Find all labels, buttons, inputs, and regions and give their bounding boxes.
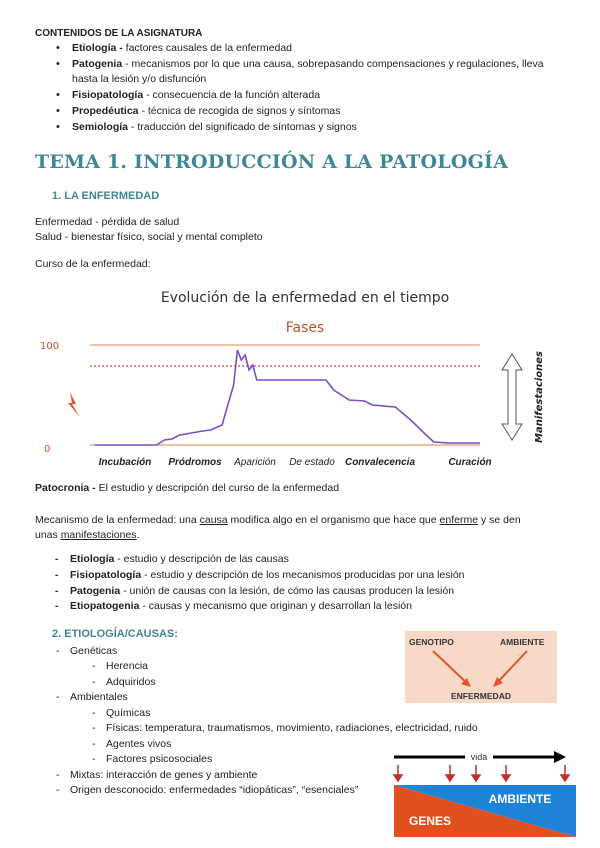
arrow-down-icon — [394, 765, 569, 781]
text-line: unas manifestaciones. — [35, 529, 140, 541]
list-item: - Agentes vivos — [106, 738, 171, 750]
list-item: - Patogenia - unión de causas con la lesión, de cómo las causas producen la lesión — [70, 585, 454, 597]
y-tick-label: 100 — [40, 341, 60, 352]
phase-label: Aparición — [234, 457, 276, 468]
list-item-cont: hasta la lesión y/o disfunción — [72, 73, 207, 85]
ambiente-label: AMBIENTE — [488, 792, 552, 806]
phase-label: Incubación — [98, 457, 152, 468]
lightning-icon — [68, 392, 80, 417]
genotype-environment-diagram — [405, 631, 557, 703]
genes-label: GENES — [408, 814, 452, 828]
list-item: - Ambientales — [70, 691, 128, 703]
list-item: - Físicas: temperatura, traumatismos, movimiento, radiaciones, electricidad, ruido — [106, 722, 478, 734]
enfermedad-label: ENFERMEDAD — [451, 691, 511, 701]
list-item: • Patogenia - mecanismos por lo que una causa, sobrepasando compensaciones y regulaciones, lleva — [72, 58, 544, 70]
phase-label: Curación — [448, 457, 492, 468]
chart-subtitle: Fases — [285, 320, 325, 336]
list-item: - Adquiridos — [106, 676, 156, 688]
arrow-head — [554, 751, 566, 763]
list-item: - Mixtas: interacción de genes y ambiente — [70, 769, 257, 781]
chart-title: Evolución de la enfermedad en el tiempo — [160, 290, 450, 306]
phase-label: De estado — [289, 457, 335, 468]
vida-label: vida — [470, 752, 488, 762]
list-item: - Químicas — [106, 707, 150, 719]
genotipo-label: GENOTIPO — [409, 637, 454, 647]
side-label: Manifestaciones — [534, 351, 545, 443]
text-line: Curso de la enfermedad: — [35, 258, 151, 270]
phase-label: Pródromos — [168, 457, 222, 468]
disease-course-chart — [30, 282, 570, 472]
ambiente-label: AMBIENTE — [500, 637, 545, 647]
list-item: - Origen desconocido: enfermedades “idiopáticas”, “esenciales” — [70, 784, 358, 796]
list-item: • Semiología - traducción del significado de síntomas y signos — [72, 121, 357, 133]
list-item: - Etiopatogenia - causas y mecanismo que originan y desarrollan la lesión — [70, 600, 412, 612]
y-tick-label: 0 — [44, 444, 51, 455]
text-line: Enfermedad - pérdida de salud — [35, 216, 180, 228]
page-title: TEMA 1. INTRODUCCIÓN A LA PATOLOGÍA — [35, 151, 509, 173]
list-item: • Etiología - factores causales de la enfermedad — [72, 42, 292, 54]
list-item: • Fisiopatología - consecuencia de la función alterada — [72, 89, 320, 101]
genes-environment-diagram — [390, 745, 580, 840]
section-heading: 2. ETIOLOGÍA/CAUSAS: — [52, 628, 178, 640]
list-item: - Herencia — [106, 660, 148, 672]
contenidos-title: CONTENIDOS DE LA ASIGNATURA — [35, 28, 203, 39]
text-line: Patocronia - El estudio y descripción del curso de la enfermedad — [35, 482, 340, 494]
text-line: Salud - bienestar físico, social y mental completo — [35, 231, 263, 243]
list-item: - Etiología - estudio y descripción de las causas — [70, 553, 289, 565]
double-arrow-icon — [502, 354, 522, 440]
list-item: • Propedéutica - técnica de recogida de signos y síntomas — [72, 105, 340, 117]
section-heading: 1. LA ENFERMEDAD — [52, 190, 160, 202]
text-line: Mecanismo de la enfermedad: una causa modifica algo en el organismo que hace que enferme y se den — [35, 514, 521, 526]
list-item: - Factores psicosociales — [106, 753, 212, 765]
list-item: - Genéticas — [70, 645, 117, 657]
list-item: - Fisiopatología - estudio y descripción de los mecanismos producidas por una lesión — [70, 569, 465, 581]
phase-label: Convalecencia — [344, 457, 416, 468]
disease-curve — [95, 350, 480, 445]
